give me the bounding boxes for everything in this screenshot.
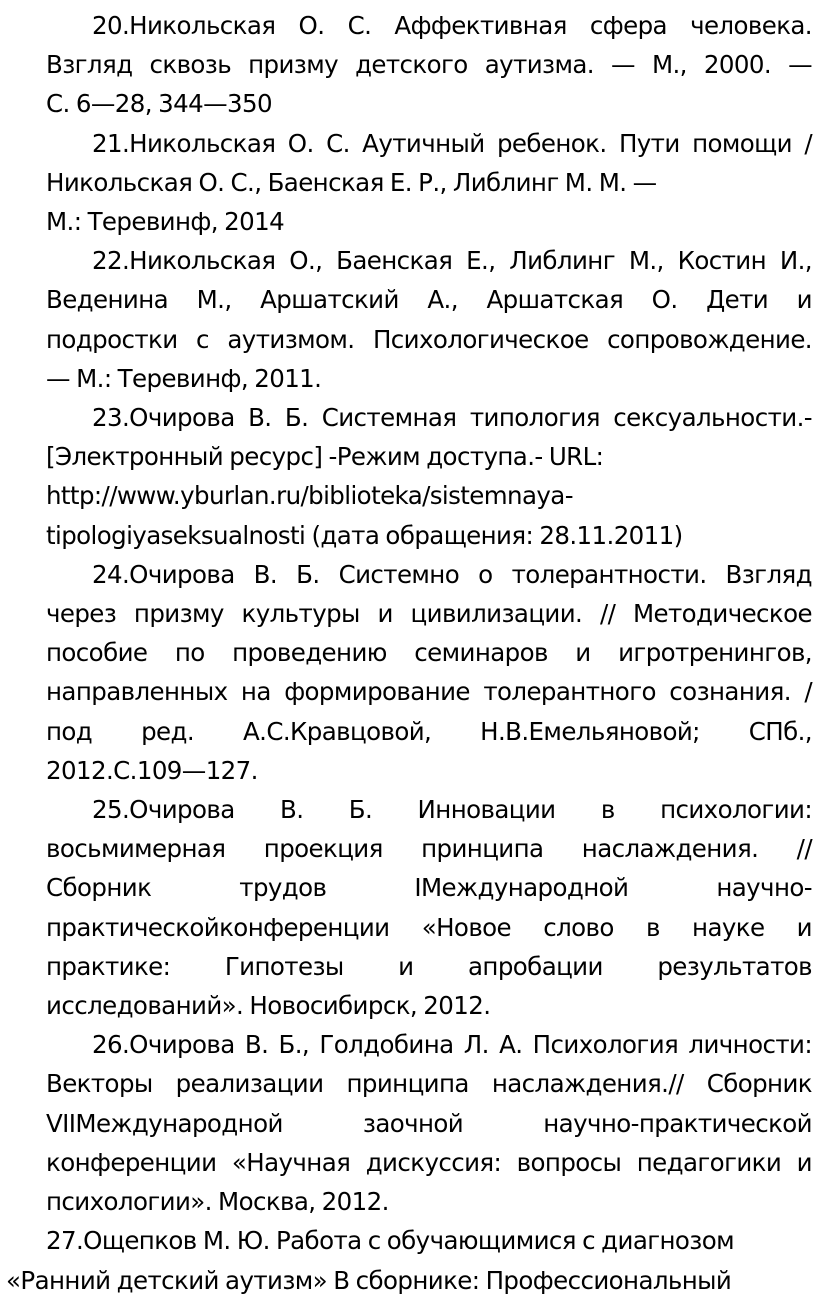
reference-line: 21.Никольская О. С. Аутичный ребенок. Пути помощи / [92, 128, 812, 158]
reference-line: практическойконференции «Новое слово в науке и [46, 912, 812, 942]
reference-line: М.: Теревинф, 2014 [46, 207, 285, 237]
reference-item-22 [46, 241, 812, 398]
reference-line: восьмимерная проекция принципа наслаждения. // [46, 834, 812, 864]
reference-item-21 [46, 124, 812, 242]
reference-line: 22.Никольская О., Баенская Е., Либлинг М., Костин И., [92, 246, 812, 276]
reference-item-25 [46, 790, 812, 1025]
reference-line: под ред. А.С.Кравцовой, Н.В.Емельяновой; СПб., [46, 716, 812, 746]
reference-line: исследований». Новосибирск, 2012. [46, 991, 491, 1021]
reference-line: подростки с аутизмом. Психологическое сопровождение. [46, 324, 812, 354]
reference-item-26 [46, 1025, 812, 1221]
reference-line: С. 6—28, 344—350 [46, 89, 272, 119]
reference-line: tipologiyaseksualnosti (дата обращения: 28.11.2011) [46, 520, 683, 550]
reference-item-23 [46, 398, 812, 555]
reference-line: пособие по проведению семинаров и игротренингов, [46, 638, 812, 668]
reference-line: конференции «Научная дискуссия: вопросы педагогики и [46, 1147, 812, 1177]
reference-line: 27.Ощепков М. Ю. Работа с обучающимися с диагнозом [46, 1226, 735, 1256]
reference-line: VIIМеждународной заочной научно-практической [46, 1108, 812, 1138]
reference-line: Веденина М., Аршатский А., Аршатская О. Дети и [46, 285, 812, 315]
reference-url: http://www.yburlan.ru/biblioteka/sistemnaya- [46, 481, 573, 511]
reference-line: Векторы реализации принципа наслаждения.// Сборник [46, 1069, 812, 1099]
reference-item-24 [46, 555, 812, 790]
reference-line: практике: Гипотезы и апробации результатов [46, 951, 812, 981]
reference-list [6, 6, 812, 1300]
reference-line: 20.Никольская О. С. Аффективная сфера человека. [92, 11, 812, 40]
reference-line: Сборник трудов IМеждународной научно- [46, 873, 812, 903]
reference-line: 23.Очирова В. Б. Системная типология сексуальности.- [92, 403, 812, 433]
reference-line: Никольская О. С., Баенская Е. Р., Либлинг М. М. — [46, 167, 657, 197]
reference-line: через призму культуры и цивилизации. // Методическое [46, 599, 812, 629]
reference-item-20 [46, 6, 812, 124]
reference-line: 24.Очирова В. Б. Системно о толерантности. Взгляд [92, 559, 812, 589]
reference-item-27 [6, 1221, 812, 1299]
reference-line: 25.Очирова В. Б. Инновации в психологии: [92, 795, 812, 825]
reference-line: [Электронный ресурс] -Режим доступа.- URL: [46, 442, 604, 472]
reference-line: — М.: Теревинф, 2011. [46, 363, 322, 393]
reference-line: направленных на формирование толерантного сознания. / [46, 677, 812, 707]
reference-line: 2012.С.109—127. [46, 755, 258, 785]
reference-line: психологии». Москва, 2012. [46, 1187, 389, 1217]
reference-line: 26.Очирова В. Б., Голдобина Л. А. Психология личности: [92, 1030, 812, 1060]
reference-line: «Ранний детский аутизм» В сборнике: Профессиональный [6, 1265, 732, 1295]
reference-line: Взгляд сквозь призму детского аутизма. — М., 2000. — [46, 50, 812, 80]
